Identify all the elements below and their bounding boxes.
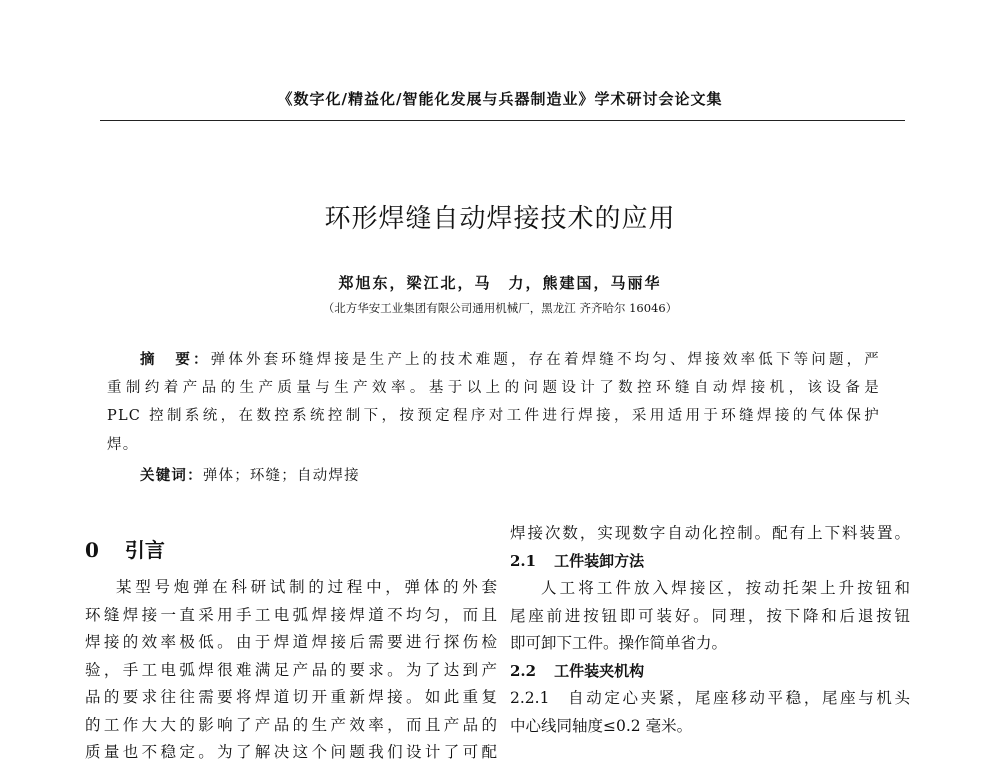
body-line: 中心线同轴度≤0.2 毫米。 [510, 716, 693, 735]
affiliation: （北方华安工业集团有限公司通用机械厂，黑龙江 齐齐哈尔 16046） [322, 301, 678, 315]
keywords-label: 关键词： [140, 467, 203, 484]
subsection-heading: 2.2 工件装夹机构 [510, 661, 645, 680]
running-header: 《数字化/精益化/智能化发展与兵器制造业》学术研讨会论文集 [277, 90, 723, 108]
abstract-line: PLC 控制系统，在数控系统控制下，按预定程序对工件进行焊接，采用适用于环缝焊接的气体保护 [107, 408, 880, 424]
abstract-line: 摘 要：弹体外套环缝焊接是生产上的技术难题，存在着焊缝不均匀、焊接效率低下等问题，严 [140, 351, 880, 368]
abstract-label: 摘 要： [140, 351, 211, 368]
paper-title: 环形焊缝自动焊接技术的应用 [324, 204, 676, 234]
authors: 郑旭东，梁江北，马 力，熊建国，马丽华 [338, 274, 662, 292]
body-line: 焊接的效率极低。由于焊道焊接后需要进行探伤检 [85, 633, 497, 651]
right-column [510, 520, 910, 740]
body-line: 环缝焊接一直采用手工电弧焊接焊道不均匀，而且 [85, 605, 497, 624]
keywords: 关键词：弹体；环缝；自动焊接 [140, 467, 360, 484]
body-line: 品的要求往往需要将焊道切开重新焊接。如此重复 [85, 688, 497, 706]
left-column [85, 532, 497, 767]
subsection-heading: 2.1 工件装卸方法 [510, 551, 645, 570]
abstract-line: 重制约着产品的生产质量与生产效率。基于以上的问题设计了数控环缝自动焊接机，该设备是 [107, 380, 880, 396]
body-line: 即可卸下工件。操作简单省力。 [510, 634, 728, 652]
header-rule [100, 120, 905, 121]
body-line: 焊接次数，实现数字自动化控制。配有上下料装置。 [510, 524, 910, 542]
body-line: 某型号炮弹在科研试制的过程中，弹体的外套 [116, 578, 497, 596]
body-line: 的工作大大的影响了产品的生产效率，而且产品的 [85, 715, 497, 734]
subsubsection-number: 2.2.1 [510, 689, 550, 707]
body-line: 质量也不稳定。为了解决这个问题我们设计了可配 [85, 743, 497, 761]
abstract-line: 焊。 [107, 437, 139, 453]
section-heading: 0 引言 [85, 538, 165, 562]
body-line: 验，手工电弧焊很难满足产品的要求。为了达到产 [85, 660, 497, 679]
body-line: 尾座前进按钮即可装好。同理，按下降和后退按钮 [510, 606, 910, 625]
body-line: 2.2.1 自动定心夹紧，尾座移动平稳，尾座与机头 [510, 689, 910, 707]
body-line: 人工将工件放入焊接区，按动托架上升按钮和 [541, 579, 910, 597]
